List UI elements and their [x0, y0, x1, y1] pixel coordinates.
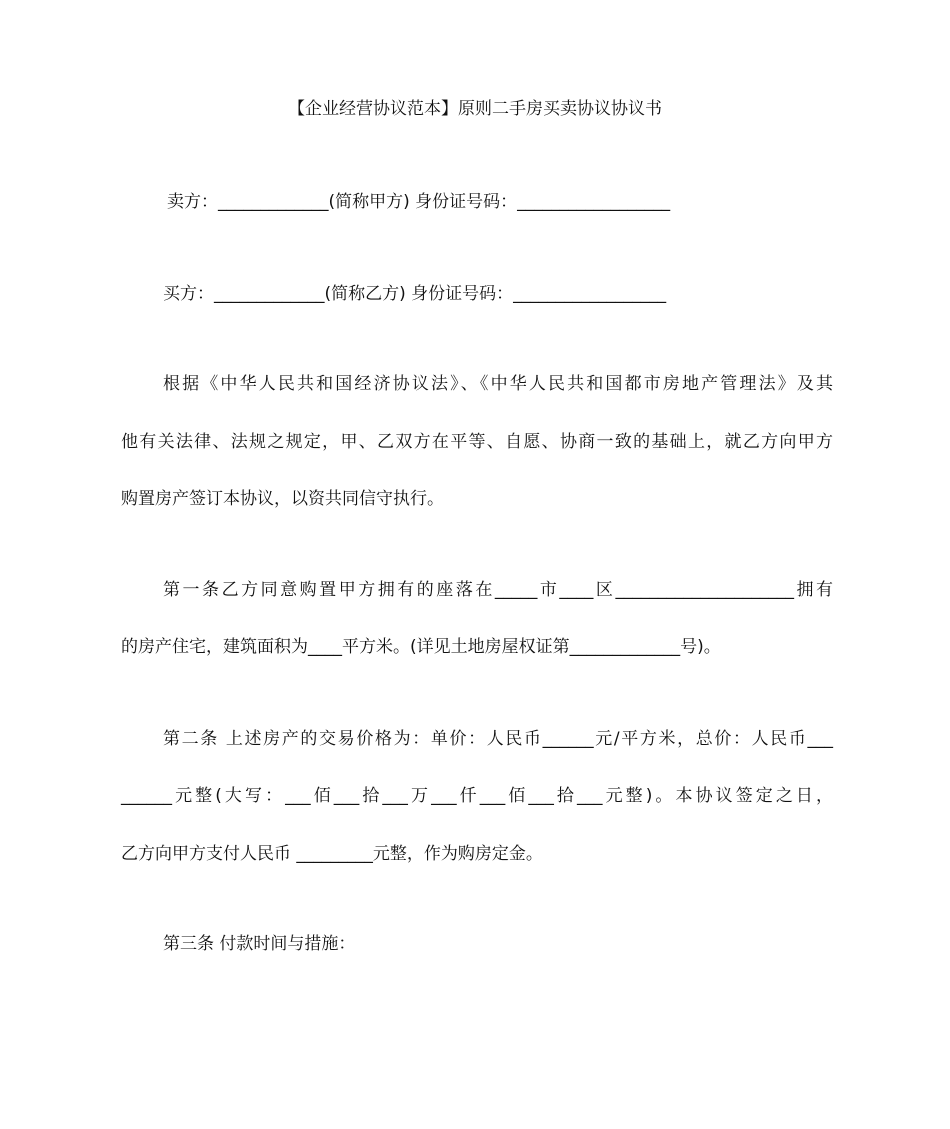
article2-line-2: ______元整(大写：___佰___拾___万___仟___佰___拾___元整)。本协议签定之日，: [121, 786, 833, 806]
article2-line-3: 乙方向甲方支付人民币 _________元整，作为购房定金。: [121, 844, 543, 864]
preamble-line-2: 他有关法律、法规之规定，甲、乙双方在平等、自愿、协商一致的基础上，就乙方向甲方: [121, 432, 833, 452]
article3-heading: 第三条 付款时间与措施：: [163, 934, 356, 954]
article1-line-1: 第一条乙方同意购置甲方拥有的座落在_____市____区_____________________拥有: [163, 580, 833, 600]
document-title: 【企业经营协议范本】原则二手房买卖协议协议书: [288, 99, 662, 119]
article2-line-1: 第二条 上述房产的交易价格为：单价：人民币______元/平方米，总价：人民币___: [163, 729, 833, 749]
article1-line-2: 的房产住宅，建筑面积为____平方米。(详见土地房屋权证第_____________号)。: [121, 637, 721, 657]
preamble-line-1: 根据《中华人民共和国经济协议法》、《中华人民共和国都市房地产管理法》及其: [163, 374, 833, 394]
buyer-line: 买方：_____________(简称乙方) 身份证号码：__________________: [163, 284, 667, 304]
seller-line: 卖方：_____________(简称甲方) 身份证号码：__________________: [167, 192, 671, 212]
preamble-line-3: 购置房产签订本协议，以资共同信守执行。: [121, 489, 444, 509]
